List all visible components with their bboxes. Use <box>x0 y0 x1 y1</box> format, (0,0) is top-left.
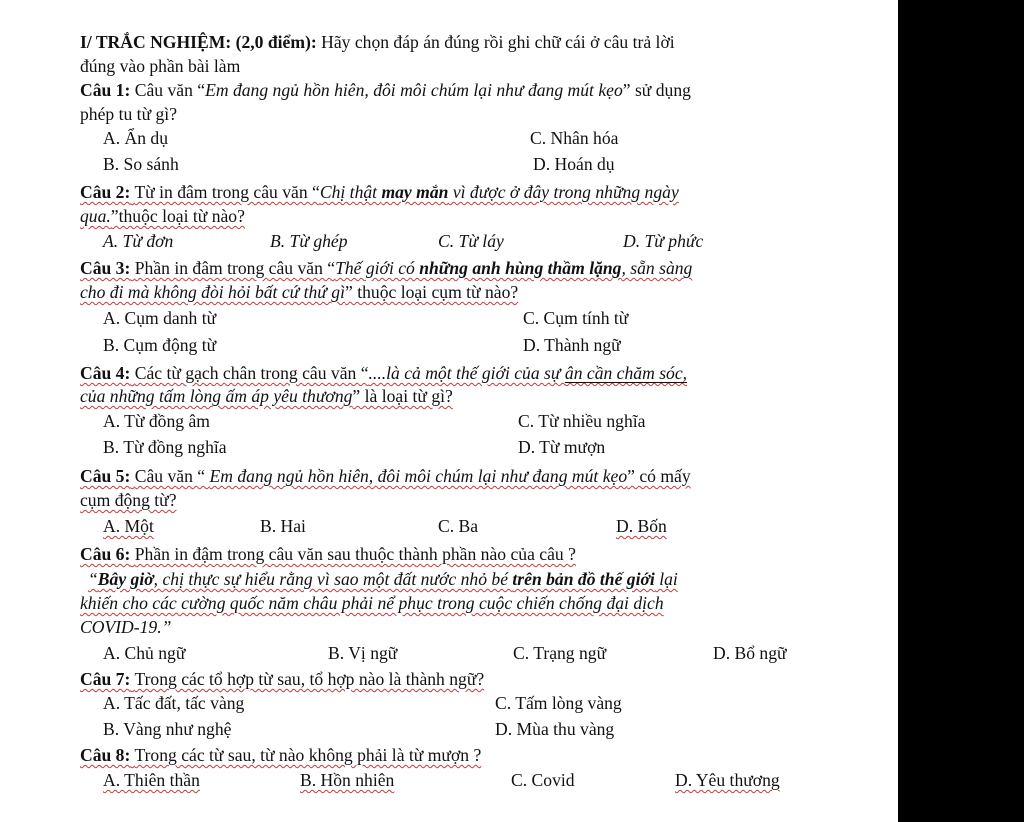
option-4d: D. Từ mượn <box>518 437 606 457</box>
question-1-line2: phép tu từ gì? <box>80 104 177 124</box>
option-8c: C. Covid <box>511 770 575 790</box>
option-6a: A. Chủ ngữ <box>103 643 186 663</box>
option-6d: D. Bổ ngữ <box>713 643 787 663</box>
question-4-line1 <box>80 361 810 385</box>
option-2a: A. Từ đơn <box>103 231 174 251</box>
option-7c: C. Tấm lòng vàng <box>495 693 622 713</box>
question-2-line2 <box>80 204 810 228</box>
question-1-options <box>103 126 843 150</box>
option-2c: C. Từ láy <box>438 231 504 251</box>
question-7-options <box>103 691 843 715</box>
question-3-quote: Thế giới có <box>335 258 420 278</box>
question-6-quote-close: ” <box>161 617 172 637</box>
question-3-quote-end: , sẵn sàng <box>621 258 693 278</box>
option-7d: D. Mùa thu vàng <box>495 719 615 739</box>
question-1-options-row2 <box>103 152 843 176</box>
option-3a: A. Cụm danh từ <box>103 308 217 328</box>
section-label: I/ TRẮC NGHIỆM: <box>80 32 232 52</box>
question-6-text: Phần in đậm trong câu văn sau thuộc thành phần nào của câu ? <box>134 544 576 564</box>
option-7a: A. Tấc đất, tấc vàng <box>103 693 245 713</box>
question-6-quote-line1 <box>88 567 678 591</box>
question-4-line2 <box>80 384 810 408</box>
question-2-quote-line2: qua. <box>80 206 111 226</box>
question-3-line2 <box>80 280 810 304</box>
question-6-quote-line3 <box>80 615 171 639</box>
question-1-text-end: ” sử dụng <box>622 80 691 100</box>
question-5-line1 <box>80 464 810 488</box>
question-5-line2: cụm động từ? <box>80 490 177 510</box>
question-4-quote-line2: của những tấm lòng ấm áp yêu thương <box>80 386 353 406</box>
question-3-label: Câu 3: <box>80 258 131 278</box>
question-4-options-row2 <box>103 435 843 459</box>
section-instruction: Hãy chọn đáp án đúng rồi ghi chữ cái ở câu trả lời <box>321 32 675 52</box>
option-5d: D. Bốn <box>616 516 667 536</box>
question-2-line1 <box>80 180 810 204</box>
question-4-label: Câu 4: <box>80 363 131 383</box>
question-7-text: Trong các tổ hợp từ sau, tổ hợp nào là thành ngữ? <box>134 669 485 689</box>
question-7-line1 <box>80 667 810 691</box>
question-4-options <box>103 409 843 433</box>
question-3-text: Phần in đâm trong câu văn “ <box>134 258 336 278</box>
question-5-text-end: ” có mấy <box>627 466 691 486</box>
question-4-quote: ....là cả một thế giới của sự <box>368 363 565 383</box>
question-2-options <box>103 229 843 253</box>
section-header <box>80 30 810 54</box>
question-7-options-row2 <box>103 717 843 741</box>
question-5-options <box>103 514 843 538</box>
question-6-options <box>103 641 843 665</box>
section-points: (2,0 điểm): <box>235 32 317 52</box>
question-6-bold-1: Bây giờ <box>97 569 154 589</box>
question-6-quote-line2 <box>80 591 664 615</box>
question-2-quote-end: vì được ở đây trong những ngày <box>448 182 679 202</box>
question-2-label: Câu 2: <box>80 182 131 202</box>
question-6-label: Câu 6: <box>80 544 131 564</box>
option-1d: D. Hoán dụ <box>533 154 615 174</box>
option-8d: D. Yêu thương <box>675 770 780 790</box>
question-6-quote-mid: , chị thực sự hiểu rằng vì sao một đất nước nhỏ bé <box>153 569 513 589</box>
question-6-quote-end: lại <box>654 569 678 589</box>
option-8b: B. Hồn nhiên <box>300 770 395 790</box>
question-2-bold: may mắn <box>381 182 449 202</box>
question-1-text: Câu văn “ <box>134 80 206 100</box>
question-4-text-end: ” là loại từ gì? <box>352 386 453 406</box>
option-5a: A. Một <box>103 516 154 536</box>
question-5-label: Câu 5: <box>80 466 131 486</box>
question-5-quote: Em đang ngủ hồn hiên, đôi môi chúm lại như đang mút kẹo <box>209 466 628 486</box>
option-7b: B. Vàng như nghệ <box>103 719 232 739</box>
question-5-text: Câu văn “ <box>134 466 210 486</box>
option-2d: D. Từ phức <box>623 231 704 251</box>
option-4a: A. Từ đồng âm <box>103 411 210 431</box>
option-8a: A. Thiên thần <box>103 770 200 790</box>
question-1-label: Câu 1: <box>80 80 131 100</box>
option-5c: C. Ba <box>438 516 479 536</box>
question-4-underlined: ân cần chăm sóc, <box>564 363 688 383</box>
question-8-options <box>103 768 843 792</box>
question-7-label: Câu 7: <box>80 669 131 689</box>
question-3-options <box>103 306 843 330</box>
question-3-options-row2 <box>103 333 843 357</box>
question-2-text-end: ”thuộc loại từ nào? <box>110 206 245 226</box>
question-6-quote-open: “ <box>88 569 98 589</box>
question-8-label: Câu 8: <box>80 745 131 765</box>
question-2-text: Từ in đâm trong câu văn “ <box>134 182 320 202</box>
option-5b: B. Hai <box>260 516 306 536</box>
question-3-line1 <box>80 256 810 280</box>
question-8-text: Trong các từ sau, từ nào không phải là từ mượn ? <box>134 745 482 765</box>
black-margin <box>898 0 1024 822</box>
question-4-text: Các từ gạch chân trong câu văn “ <box>134 363 369 383</box>
option-3b: B. Cụm động từ <box>103 335 217 355</box>
option-4b: B. Từ đồng nghĩa <box>103 437 227 457</box>
question-2-quote: Chị thật <box>319 182 382 202</box>
question-3-bold: những anh hùng thầm lặng <box>419 258 622 278</box>
question-6-bold-2: trên bản đồ thế giới <box>512 569 655 589</box>
question-3-quote-line2: cho đi mà không đòi hỏi bất cứ thứ gì <box>80 282 345 302</box>
question-6-quote-line3-text: COVID-19. <box>80 617 162 637</box>
question-1-quote: Em đang ngủ hồn hiên, đôi môi chúm lại như đang mút kẹo <box>205 80 623 100</box>
option-1b: B. So sánh <box>103 154 179 174</box>
question-6-line1 <box>80 542 810 566</box>
option-1a: A. Ẩn dụ <box>103 128 168 148</box>
option-4c: C. Từ nhiều nghĩa <box>518 411 646 431</box>
question-6-quote-line2-text: khiến cho các cường quốc năm châu phải nể phục trong cuộc chiến chống đại dịch <box>80 593 664 613</box>
option-3d: D. Thành ngữ <box>523 335 621 355</box>
option-6b: B. Vị ngữ <box>328 643 398 663</box>
option-1c: C. Nhân hóa <box>530 128 619 148</box>
option-3c: C. Cụm tính từ <box>523 308 629 328</box>
option-6c: C. Trạng ngữ <box>513 643 607 663</box>
question-3-text-end: ” thuộc loại cụm từ nào? <box>345 282 519 302</box>
question-1-line1 <box>80 78 810 102</box>
option-2b: B. Từ ghép <box>270 231 348 251</box>
question-8-line1 <box>80 743 810 767</box>
section-instruction-line2: đúng vào phần bài làm <box>80 56 241 76</box>
